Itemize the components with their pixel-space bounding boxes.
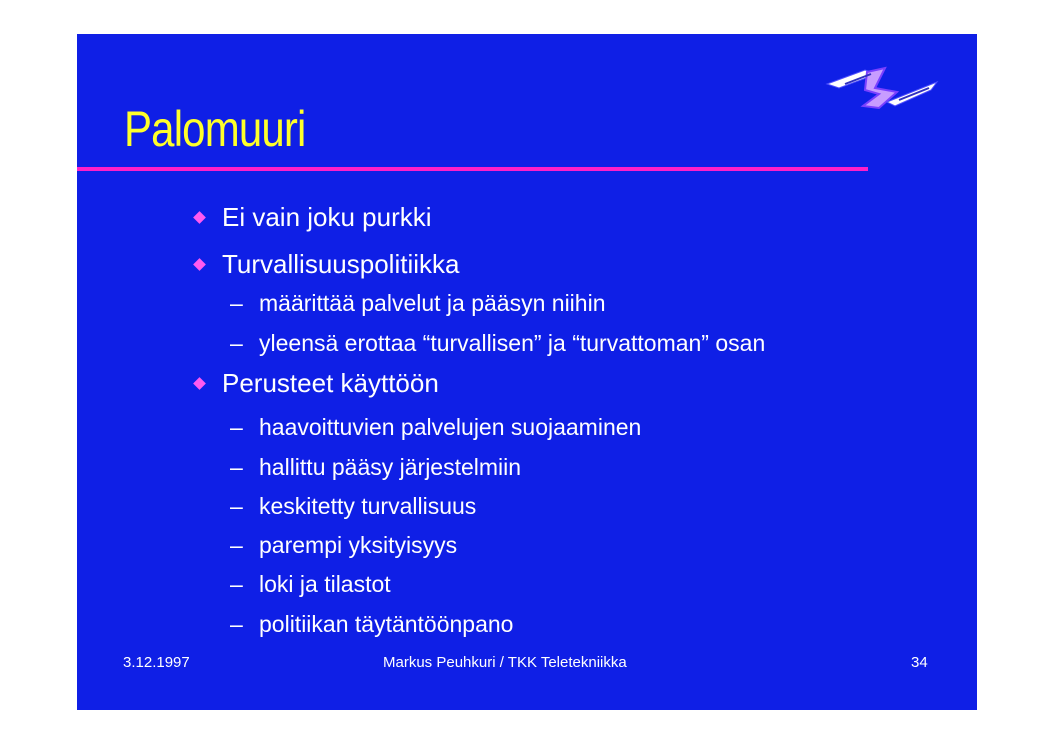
sub-item-text: politiikan täytäntöönpano xyxy=(259,611,514,637)
sub-item-text: yleensä erottaa “turvallisen” ja “turvattoman” osan xyxy=(259,330,766,356)
dash-bullet: – xyxy=(230,454,243,480)
slide-title: Palomuuri xyxy=(124,101,306,157)
sub-item-text: haavoittuvien palvelujen suojaaminen xyxy=(259,414,642,440)
dash-bullet: – xyxy=(230,571,243,597)
sub-item-text: parempi yksityisyys xyxy=(259,532,458,558)
bullet-text: Turvallisuuspolitiikka xyxy=(222,249,460,279)
slide xyxy=(77,34,977,710)
sub-item xyxy=(230,493,477,520)
dash-bullet: – xyxy=(230,611,243,637)
bullet-text: Ei vain joku purkki xyxy=(222,202,432,232)
dash-bullet: – xyxy=(230,290,243,316)
sub-item xyxy=(230,571,391,598)
sub-item xyxy=(230,611,514,638)
dash-bullet: – xyxy=(230,414,243,440)
footer-author: Markus Peuhkuri / TKK Teletekniikka xyxy=(383,654,627,671)
footer-page-number: 34 xyxy=(911,654,928,671)
dash-bullet: – xyxy=(230,532,243,558)
diamond-bullet-icon xyxy=(193,211,206,224)
sub-item-text: loki ja tilastot xyxy=(259,571,391,597)
dash-bullet: – xyxy=(230,330,243,356)
sub-item-text: keskitetty turvallisuus xyxy=(259,493,477,519)
bullet-item xyxy=(222,202,432,233)
bullet-item xyxy=(222,249,459,280)
title-divider xyxy=(77,167,868,171)
diamond-bullet-icon xyxy=(193,377,206,390)
sub-item xyxy=(230,532,458,559)
diamond-bullet-icon xyxy=(193,258,206,271)
bullet-item xyxy=(222,368,439,399)
sub-item-text: määrittää palvelut ja pääsyn niihin xyxy=(259,290,606,316)
sub-item xyxy=(230,290,606,317)
bullet-text: Perusteet käyttöön xyxy=(222,368,439,398)
footer-date: 3.12.1997 xyxy=(123,654,190,671)
lightning-logo-icon xyxy=(825,62,941,112)
dash-bullet: – xyxy=(230,493,243,519)
sub-item xyxy=(230,454,522,481)
sub-item xyxy=(230,330,766,357)
sub-item xyxy=(230,414,642,441)
sub-item-text: hallittu pääsy järjestelmiin xyxy=(259,454,522,480)
